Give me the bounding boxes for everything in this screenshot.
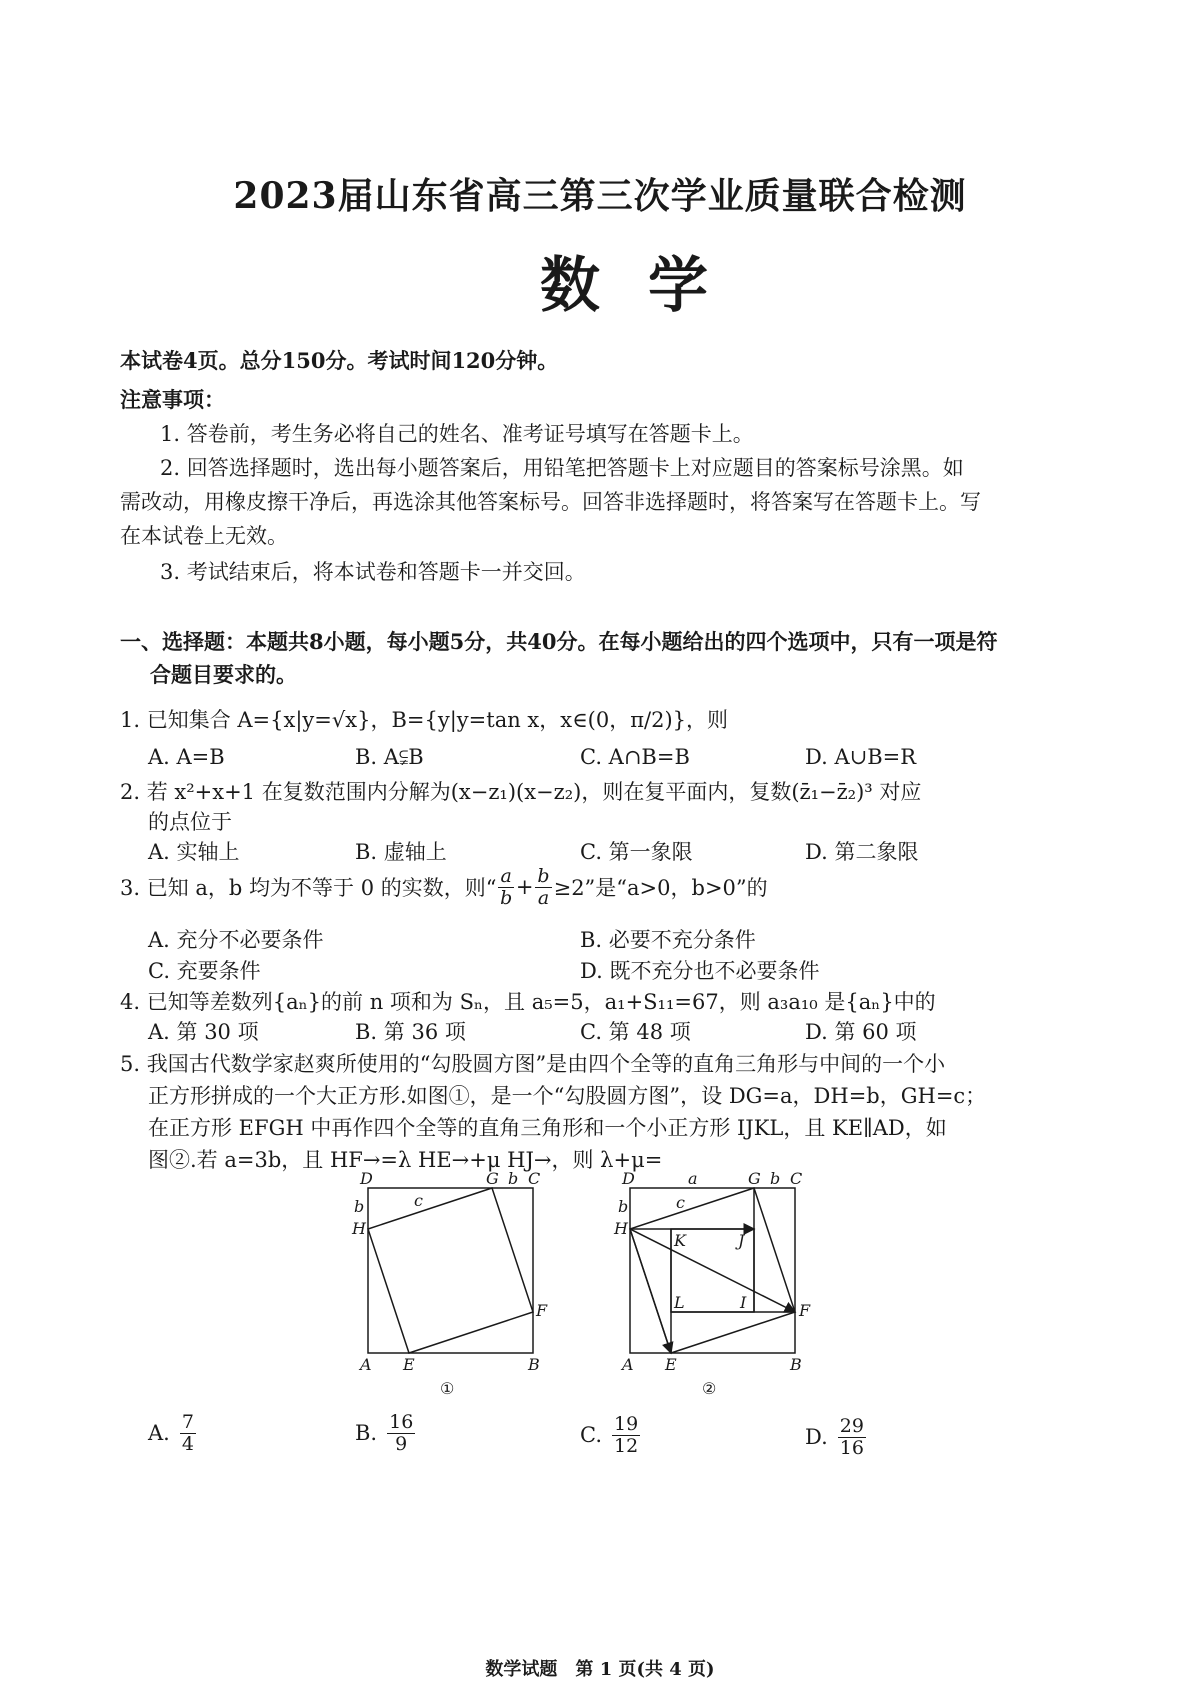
section-heading-line2: 合题目要求的。 — [150, 662, 297, 687]
q3-plus: + — [515, 875, 534, 900]
q5-option-b-num: 16 — [389, 1411, 414, 1433]
q2-option-a: A. 实轴上 — [148, 840, 240, 864]
q5-stem-line2: 正方形拼成的一个大正方形.如图①，是一个“勾股圆方图”，设 DG=a，DH=b，GH=c； — [148, 1084, 987, 1108]
q5-stem-line4: 图②.若 a=3b，且 HF→=λ HE→+μ HJ→，则 λ+μ= — [148, 1148, 663, 1172]
q3-stem-pre: 3. 已知 a，b 均为不等于 0 的实数，则“ — [120, 876, 497, 901]
q3-fraction-a-over-b — [498, 866, 513, 909]
fig2-label-K: K — [674, 1231, 686, 1250]
q5-option-d — [805, 1416, 866, 1459]
fig2-label-L: L — [674, 1293, 685, 1312]
fig2-label-A: A — [622, 1355, 634, 1374]
note-1: 1. 答卷前，考生务必将自己的姓名、准考证号填写在答题卡上。 — [160, 422, 754, 446]
q5-option-d-fraction — [838, 1416, 866, 1459]
q5-option-a-fraction — [180, 1412, 196, 1455]
q5-option-b-label: B. — [355, 1421, 378, 1446]
q5-option-a — [148, 1412, 196, 1455]
exam-title: 2023届山东省高三第三次学业质量联合检测 — [233, 175, 967, 217]
fig1-label-H: H — [352, 1219, 366, 1238]
q4-stem: 4. 已知等差数列{aₙ}的前 n 项和为 Sₙ，且 a₅=5，a₁+S₁₁=67，则 a₃a₁₀ 是{aₙ}中的 — [120, 990, 936, 1014]
q5-option-c-label: C. — [580, 1423, 602, 1448]
fig2-label-b-left: b — [618, 1197, 629, 1216]
q5-option-d-label: D. — [805, 1425, 828, 1450]
fig1-label-c: c — [414, 1191, 423, 1210]
q5-stem-line1: 5. 我国古代数学家赵爽所使用的“勾股圆方图”是由四个全等的直角三角形与中间的一个小 — [120, 1052, 946, 1076]
fig1-label-D: D — [360, 1170, 373, 1188]
fig1-label-B: B — [528, 1355, 540, 1374]
q3-option-a: A. 充分不必要条件 — [148, 928, 324, 952]
fig2-label-H: H — [614, 1219, 628, 1238]
figure-2-gougu-diagram — [600, 1170, 840, 1400]
fig2-label-B: B — [790, 1355, 802, 1374]
q1-option-d: D. A∪B=R — [805, 745, 917, 769]
q5-option-c-num: 19 — [614, 1413, 639, 1435]
fig2-label-c: c — [676, 1193, 685, 1212]
q3-stem-post: ≥2”是“a>0，b>0”的 — [553, 876, 768, 901]
fig1-label-F: F — [536, 1301, 548, 1320]
figure-1-gougu-diagram — [340, 1170, 570, 1400]
fig2-label-F: F — [799, 1301, 811, 1320]
fig2-vector-HF — [630, 1229, 795, 1312]
q5-option-a-den: 4 — [181, 1432, 194, 1455]
fig2-label-a: a — [688, 1170, 698, 1188]
q3-option-b: B. 必要不充分条件 — [580, 928, 756, 952]
fig2-label-C: C — [790, 1170, 803, 1188]
q3-frac1-num: a — [500, 865, 512, 887]
page-footer: 数学试题 第 1 页(共 4 页) — [485, 1659, 715, 1680]
q3-frac2-num: b — [537, 865, 550, 887]
fig2-label-E: E — [665, 1355, 677, 1374]
q1-stem: 1. 已知集合 A={x|y=√x}，B={y|y=tan x，x∈(0，π/2)}，则 — [120, 708, 728, 732]
q2-stem-line1: 2. 若 x²+x+1 在复数范围内分解为(x−z₁)(x−z₂)，则在复平面内，复数(z̄₁−z̄₂)³ 对应 — [120, 780, 922, 804]
fig1-outer-square — [368, 1188, 533, 1353]
fig2-label-I: I — [740, 1293, 747, 1312]
fig2-label-J: J — [738, 1231, 745, 1250]
fig2-label-D: D — [622, 1170, 635, 1188]
q4-option-d: D. 第 60 项 — [805, 1020, 917, 1044]
q5-option-b-den: 9 — [395, 1432, 408, 1455]
exam-info: 本试卷4页。总分150分。考试时间120分钟。 — [120, 348, 559, 373]
note-2-line2: 需改动，用橡皮擦干净后，再选涂其他答案标号。回答非选择题时，将答案写在答题卡上。写 — [120, 490, 981, 514]
q2-option-b: B. 虚轴上 — [355, 840, 447, 864]
fig1-inner-square — [368, 1188, 533, 1353]
section-heading-line1: 一、选择题：本题共8小题，每小题5分，共40分。在每小题给出的四个选项中，只有一项是符 — [120, 629, 998, 654]
q3-frac2-den: a — [537, 886, 550, 909]
q5-option-d-den: 16 — [839, 1436, 864, 1459]
q2-option-d: D. 第二象限 — [805, 840, 919, 864]
q4-option-a: A. 第 30 项 — [148, 1020, 259, 1044]
q3-stem — [120, 866, 768, 909]
q4-option-b: B. 第 36 项 — [355, 1020, 466, 1044]
notes-heading: 注意事项： — [120, 387, 225, 412]
q5-option-a-num: 7 — [181, 1411, 194, 1433]
fig1-label-C: C — [528, 1170, 541, 1188]
q1-option-a: A. A=B — [148, 745, 225, 769]
q5-option-b — [355, 1412, 415, 1455]
q5-option-b-fraction — [387, 1412, 415, 1455]
q3-frac1-den: b — [500, 886, 513, 909]
q4-option-c: C. 第 48 项 — [580, 1020, 691, 1044]
fig1-label-b-left: b — [354, 1197, 365, 1216]
fig1-label-E: E — [403, 1355, 415, 1374]
fig2-label-G: G — [748, 1170, 761, 1188]
q5-option-c — [580, 1414, 640, 1457]
q3-option-d: D. 既不充分也不必要条件 — [580, 959, 820, 983]
fig2-caption: ② — [702, 1379, 717, 1398]
q5-stem-line3: 在正方形 EFGH 中再作四个全等的直角三角形和一个小正方形 IJKL，且 KE∥AD，如 — [148, 1116, 947, 1140]
fig1-label-b-top: b — [508, 1170, 519, 1188]
q5-option-d-num: 29 — [839, 1415, 864, 1437]
subject-title: 数学 — [540, 251, 756, 321]
fig1-label-A: A — [360, 1355, 372, 1374]
q2-option-c: C. 第一象限 — [580, 840, 693, 864]
note-2-line1: 2. 回答选择题时，选出每小题答案后，用铅笔把答题卡上对应题目的答案标号涂黑。如 — [160, 456, 964, 480]
q1-option-b: B. A⫋B — [355, 745, 424, 769]
q2-stem-line2: 的点位于 — [148, 810, 232, 834]
fig2-vector-HE — [630, 1229, 671, 1353]
q3-option-c: C. 充要条件 — [148, 959, 261, 983]
fig1-label-G: G — [486, 1170, 499, 1188]
q1-option-c: C. A∩B=B — [580, 745, 690, 769]
q5-option-c-fraction — [612, 1414, 640, 1457]
fig2-label-b-top: b — [770, 1170, 781, 1188]
q5-option-c-den: 12 — [614, 1434, 639, 1457]
q3-fraction-b-over-a — [535, 866, 551, 909]
q5-option-a-label: A. — [148, 1421, 170, 1446]
fig1-caption: ① — [440, 1379, 455, 1398]
note-3: 3. 考试结束后，将本试卷和答题卡一并交回。 — [160, 560, 586, 584]
note-2-line3: 在本试卷上无效。 — [120, 524, 288, 548]
